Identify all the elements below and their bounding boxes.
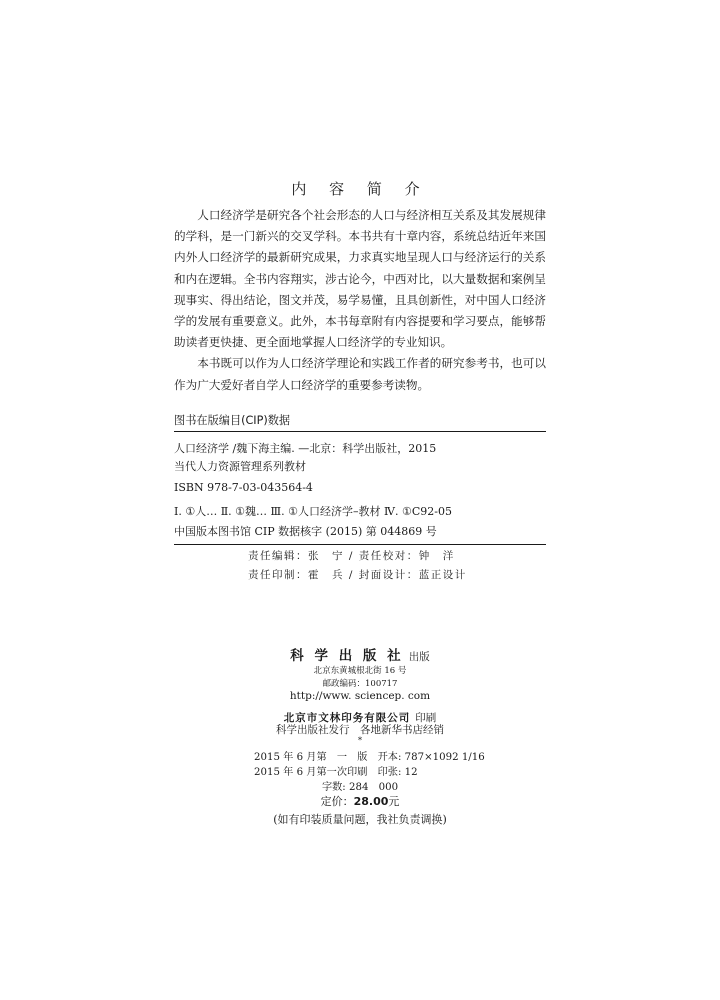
cip-classification: Ⅰ. ①人… Ⅱ. ①魏… Ⅲ. ①人口经济学–教材 Ⅳ. ①C92-05 [174,505,452,518]
print-suffix: 印刷 [415,712,437,724]
price-label: 定价： [320,795,354,808]
summary-paragraph-1: 人口经济学是研究各个社会形态的人口与经济相互关系及其发展规律的学科，是一门新兴的交叉学科。本书共有十章内容，系统总结近年来国内外人口经济学的最新研究成果，力求真实地呈现人口与经济运行的关系和内在逻辑。全书内容翔实，涉古论今，中西对比，以大量数据和案例呈现事实、得出结论，图文并茂，易学易懂，且具创新性，对中国人口经济学的发展有重要意义。此外，本书每章附有内容提要和学习要点，能够帮助读者更快捷、更全面地掌握人口经济学的专业知识。 [174,208,546,350]
staff-editors: 责任编辑：张 宁 / 责任校对：钟 洋 [248,550,455,562]
cip-top-rule [174,431,546,432]
cip-number: 中国版本图书馆 CIP 数据核字 (2015) 第 044869 号 [174,525,437,538]
publisher-address: 北京东黄城根北街 16 号 [313,666,407,676]
staff-production: 责任印制：霍 兵 / 封面设计：蓝正设计 [248,569,467,581]
distribution-line: 科学出版社发行 各地新华书店经销 [276,724,444,736]
publisher-line [0,644,720,664]
cip-series-line: 当代人力资源管理系列教材 [174,460,306,473]
printer-name: 北京市文林印务有限公司 [283,712,411,724]
price-value: 28.00 [353,795,389,808]
summary-title: 内 容 简 介 [291,180,429,198]
price-line [0,793,720,809]
publisher-logo: 科 学 出 版 社 [290,648,404,664]
price-unit: 元 [388,795,400,808]
summary-paragraph-2: 本书既可以作为人口经济学理论和实践工作者的研究参考书，也可以作为广大爱好者自学人口经济学的重要参考读物。 [174,356,546,392]
printing-line: 2015 年 6 月第一次印刷 印张: 12 [254,767,418,778]
cip-heading: 图书在版编目(CIP)数据 [174,414,291,427]
publisher-postcode: 邮政编码：100717 [322,679,398,689]
cip-bottom-rule [174,544,546,545]
edition-line: 2015 年 6 月第 一 版 开本: 787×1092 1/16 [254,752,485,763]
word-count: 字数: 284 000 [321,782,399,793]
separator-star: * [357,736,363,746]
publisher-website: http://www. sciencep. com [289,690,431,702]
cip-isbn: ISBN 978-7-03-043564-4 [174,481,313,494]
cip-author-line: 人口经济学 /魏下海主编. —北京：科学出版社，2015 [174,442,437,455]
publish-suffix: 出版 [408,651,430,663]
summary-body [174,205,546,396]
quality-notice: (如有印装质量问题，我社负责调换) [273,813,447,826]
